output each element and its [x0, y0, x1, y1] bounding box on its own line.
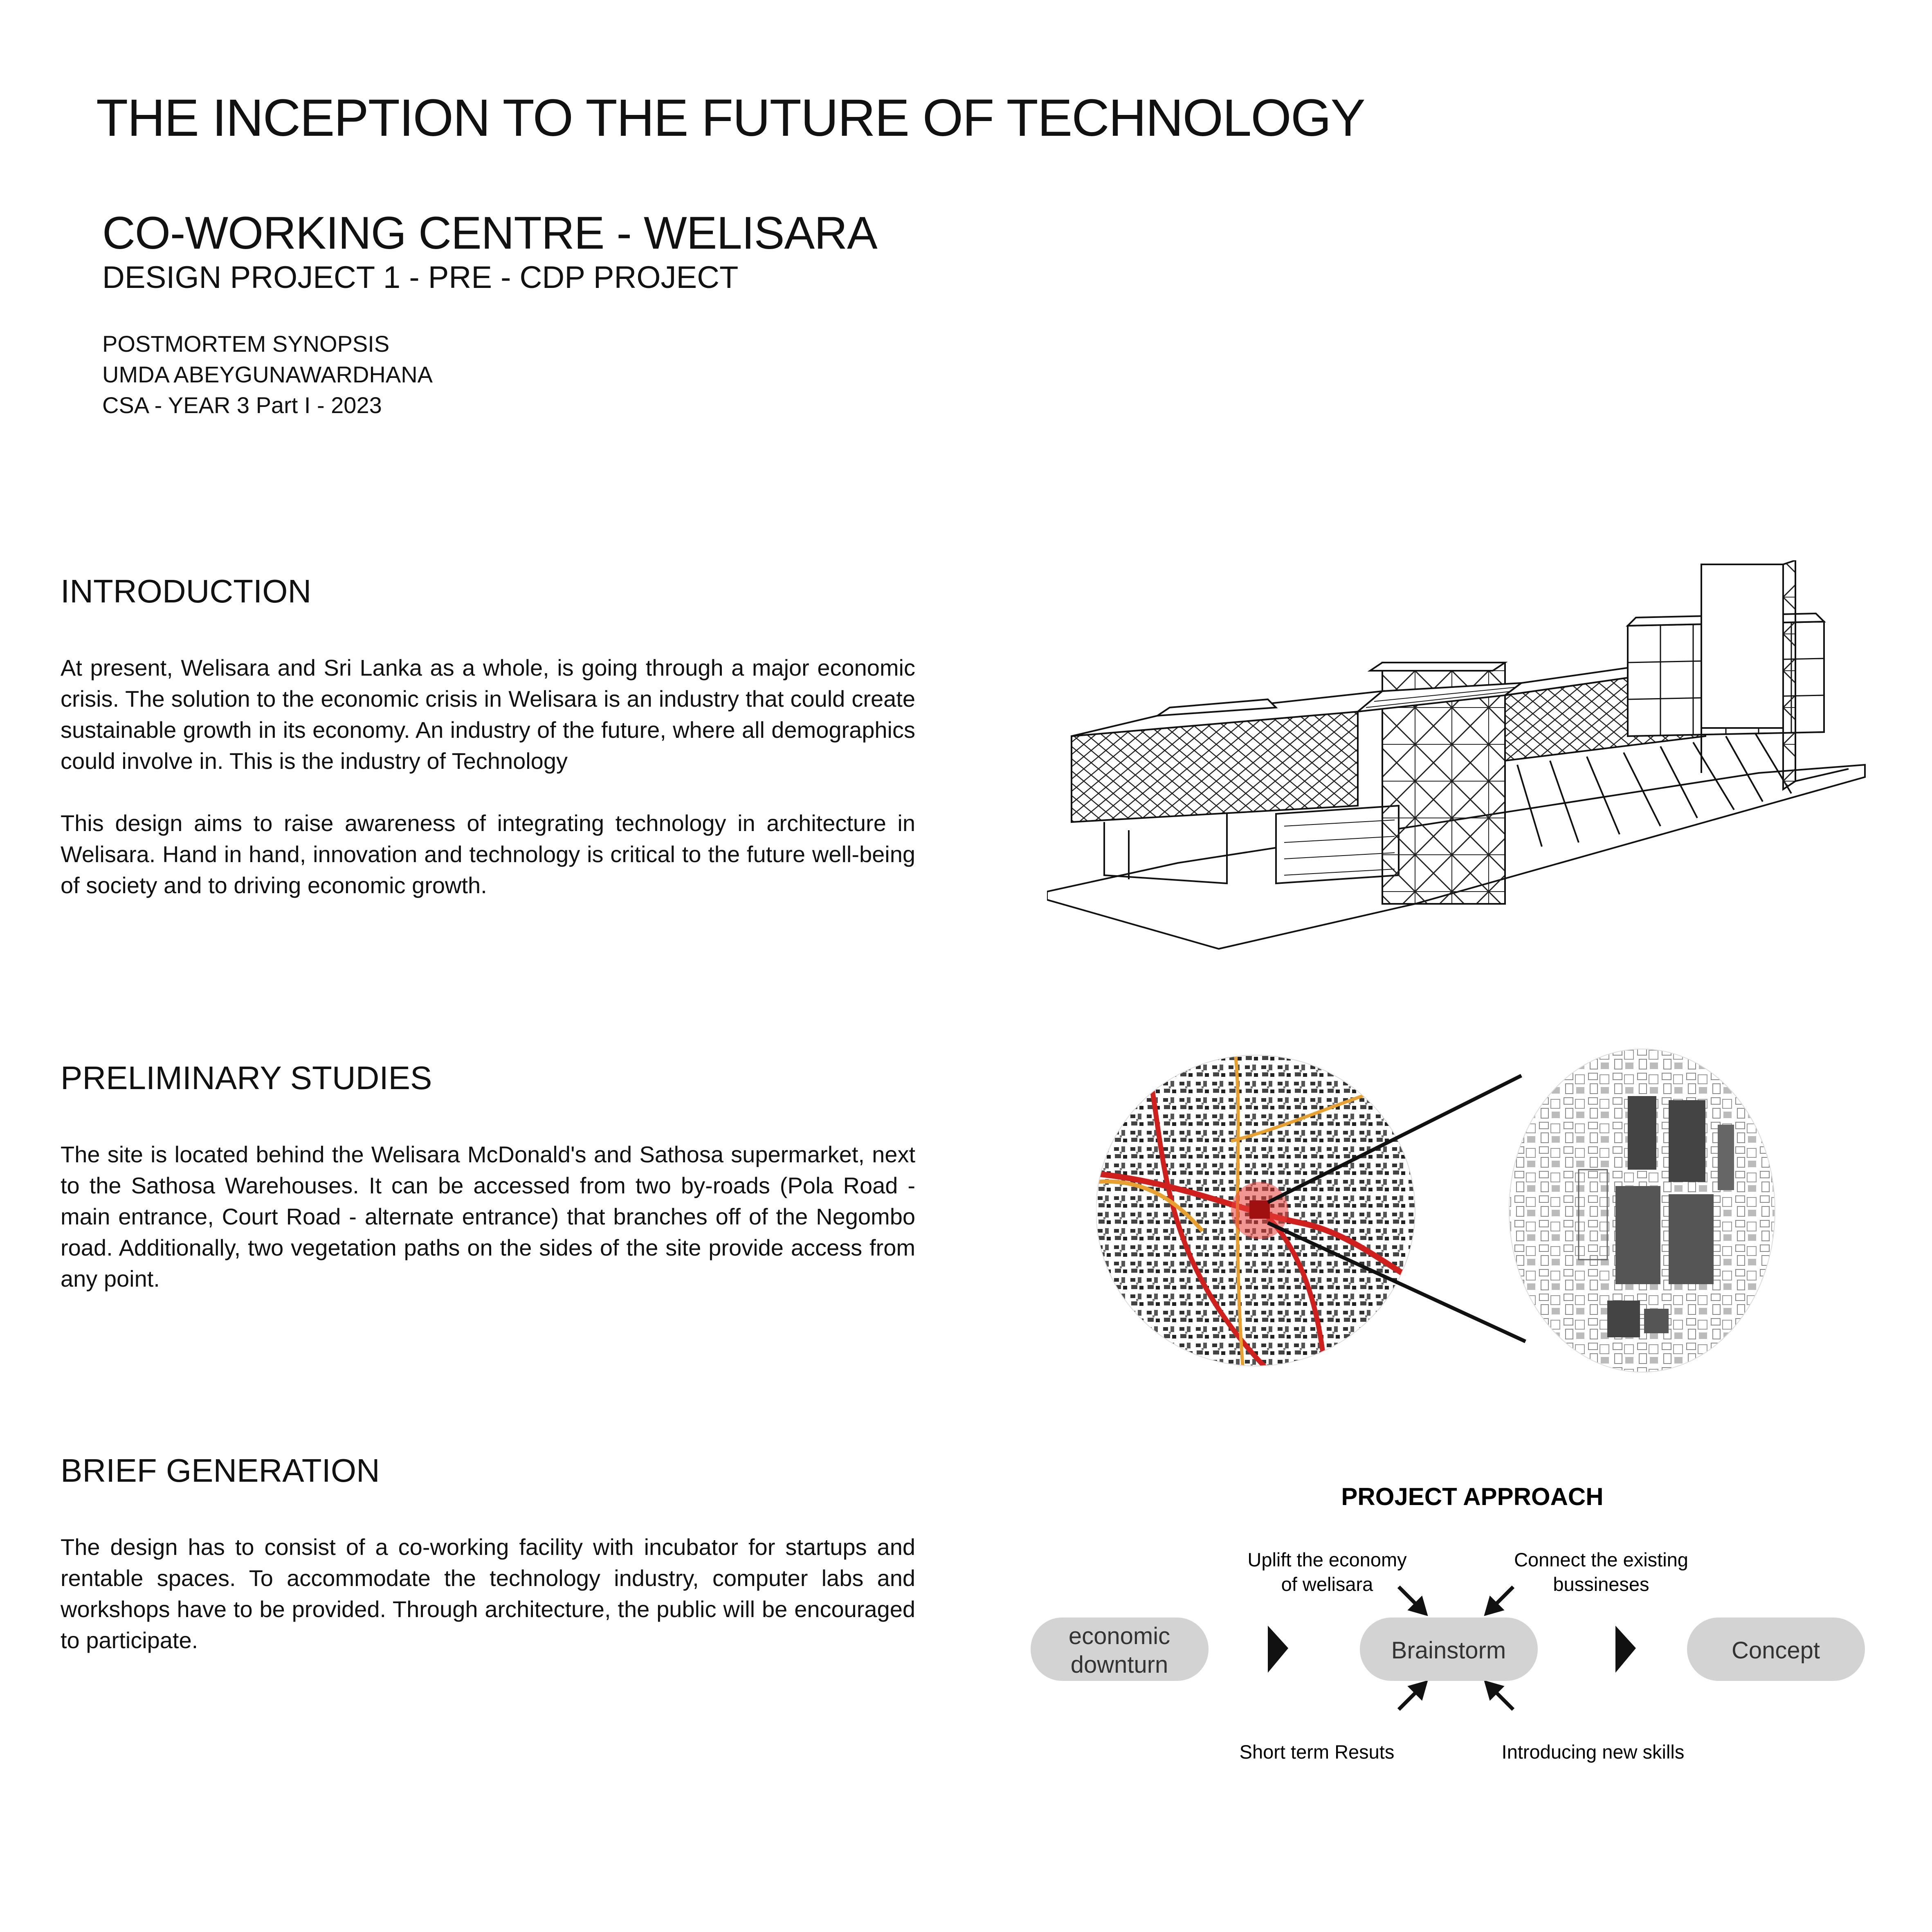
project-approach-diagram: [1031, 1472, 1889, 1783]
node-brainstorm: [1360, 1617, 1538, 1681]
input-short-term-results: Short term Resuts: [1239, 1741, 1395, 1763]
introduction-text: [61, 652, 915, 901]
meta-line-2: UMDA ABEYGUNAWARDHANA: [102, 362, 433, 387]
input-uplift-line-1: Uplift the economy: [1247, 1549, 1407, 1570]
page-title: THE INCEPTION TO THE FUTURE OF TECHNOLOGY: [96, 89, 1365, 147]
preliminary-paragraph-1: The site is located behind the Welisara McDonald's and Sathosa supermarket, next to the Sathosa Warehouses. It can be accessed from two by-roads (Pola Road - main entrance, Court Road - alternate entrance) that branches off of the Negombo road. Additionally, two vegetation paths on the sides of the site provide access from any point.: [61, 1141, 915, 1292]
node-economic-line-2: downturn: [1070, 1651, 1168, 1678]
introduction-paragraph-1: At present, Welisara and Sri Lanka as a whole, is going through a major economic crisis. The solution to the economic crisis in Welisara is an industry that could create sustainable growth in its economy. An industry of the future, where all demographics could involve in. This is the industry of Technology: [61, 655, 915, 774]
input-uplift-line-2: of welisara: [1281, 1573, 1373, 1595]
flow-arrow-icon: [1615, 1626, 1636, 1673]
meta-line-1: POSTMORTEM SYNOPSIS: [102, 331, 390, 357]
brief-text: [61, 1532, 915, 1656]
brief-paragraph-1: The design has to consist of a co-working facility with incubator for startups and rentable spaces. To accommodate the technology industry, computer labs and workshops have to be provided. Through architecture, the public will be encouraged to participate.: [61, 1534, 915, 1653]
node-economic-line-1: economic: [1068, 1623, 1170, 1649]
node-concept: [1687, 1617, 1865, 1681]
input-connect-line-1: Connect the existing: [1514, 1549, 1688, 1570]
project-name: CO-WORKING CENTRE - WELISARA: [102, 207, 877, 258]
preliminary-heading: PRELIMINARY STUDIES: [61, 1060, 432, 1096]
node-economic-downturn: [1031, 1617, 1209, 1681]
meta-line-3: CSA - YEAR 3 Part I - 2023: [102, 392, 382, 418]
flow-arrow-icon: [1268, 1626, 1288, 1673]
project-subtitle: DESIGN PROJECT 1 - PRE - CDP PROJECT: [102, 260, 739, 295]
input-connect-line-2: bussineses: [1553, 1573, 1649, 1595]
introduction-paragraph-2: This design aims to raise awareness of integrating technology in architecture in Welisara. Hand in hand, innovation and technology is critical to the future well-being of society and to driving economic growth.: [61, 810, 915, 898]
brief-heading: BRIEF GENERATION: [61, 1452, 380, 1489]
introduction-heading: INTRODUCTION: [61, 573, 312, 609]
site-location-maps: [1096, 1047, 1816, 1374]
node-brainstorm-label: Brainstorm: [1391, 1637, 1506, 1664]
building-axonometric-drawing: [1047, 560, 1881, 957]
context-map: [1096, 1047, 1423, 1374]
input-new-skills: Introducing new skills: [1501, 1741, 1685, 1763]
input-connect-businesses: [1514, 1549, 1688, 1595]
approach-title: PROJECT APPROACH: [1341, 1483, 1604, 1510]
node-concept-label: Concept: [1731, 1637, 1820, 1664]
preliminary-text: [61, 1139, 915, 1294]
input-uplift-economy: [1247, 1549, 1407, 1595]
